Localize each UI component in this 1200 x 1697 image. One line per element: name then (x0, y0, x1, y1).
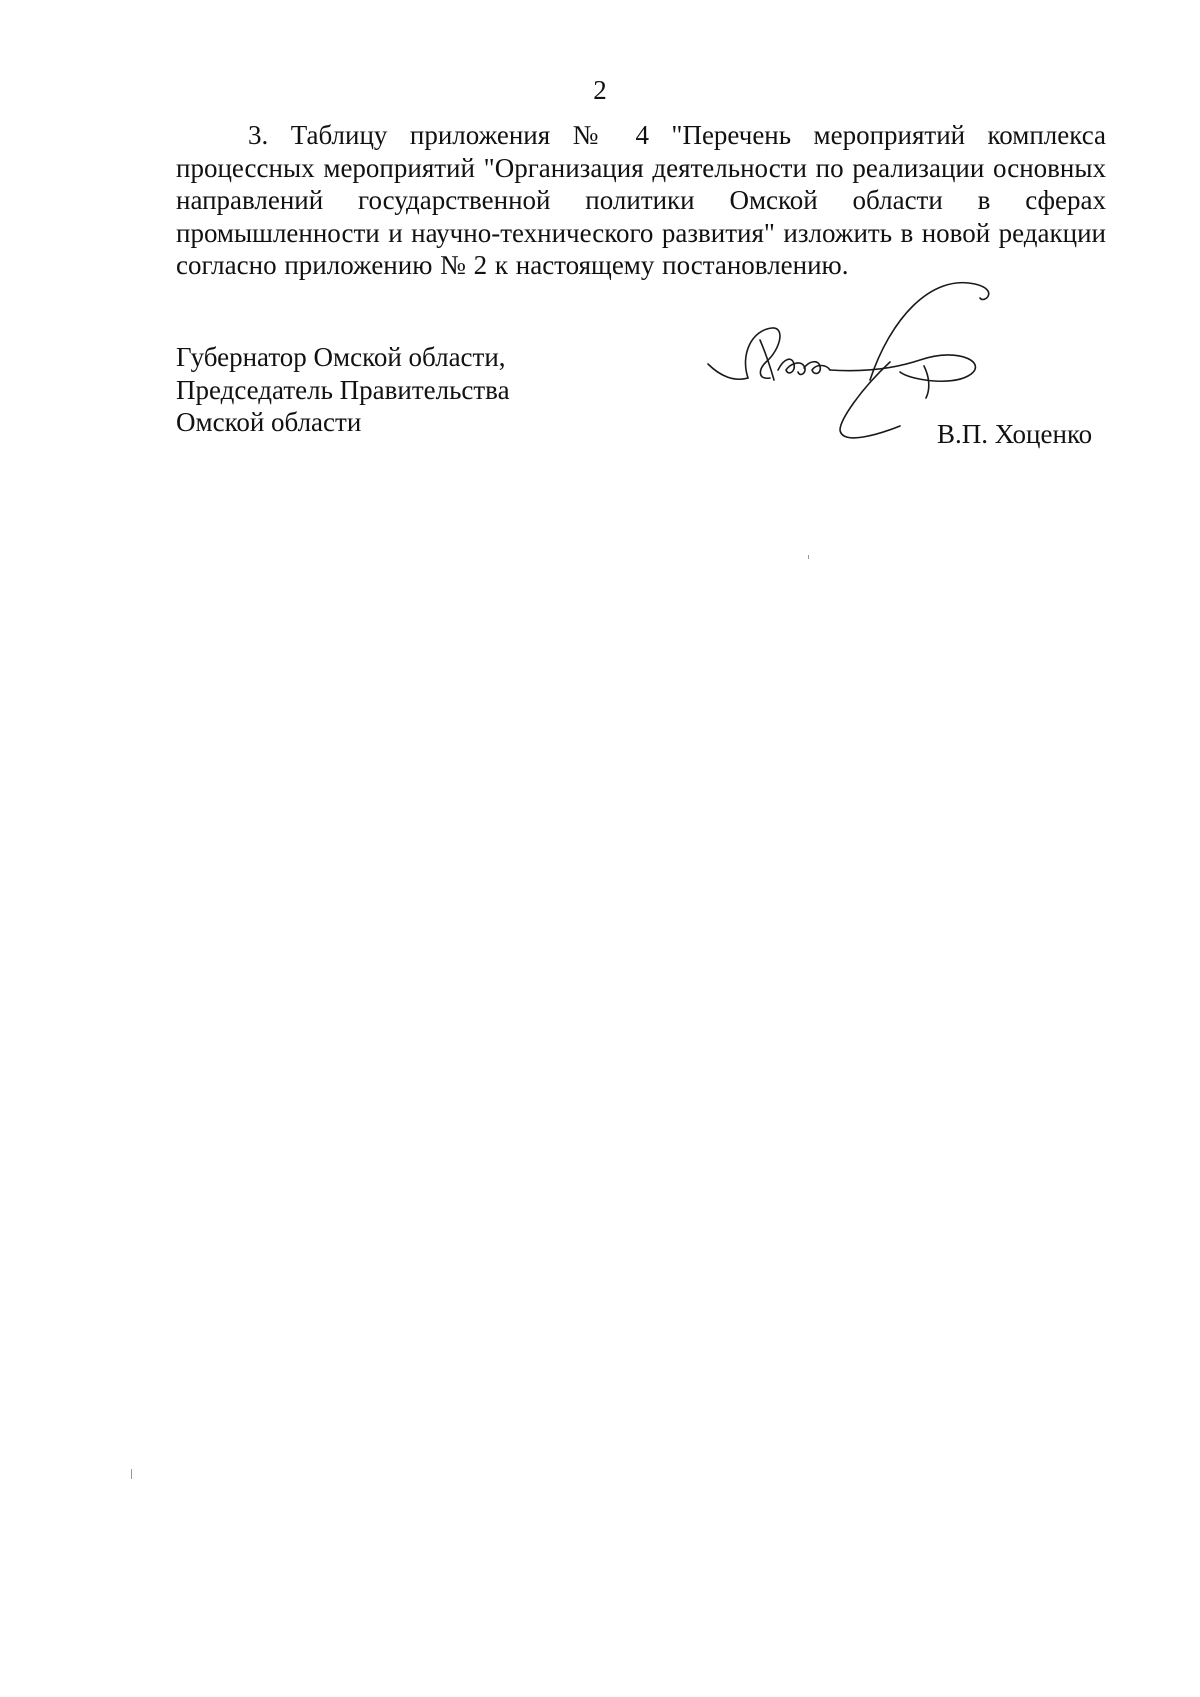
body-paragraph: 3. Таблицу приложения № 4 "Перечень мероприятий комплекса процессных мероприятий "Организация деятельности по реализации основных направлений государственной политики Омской области в сферах промышленности и научно-технического развития" изложить в новой редакции согласно приложению № 2 к настоящему постановлению. (176, 120, 1106, 280)
page-number: 2 (593, 75, 607, 105)
handwritten-signature (700, 280, 1080, 480)
signatory-title-line: Председатель Правительства (176, 374, 510, 405)
signatory-name: В.П. Хоценко (937, 419, 1093, 449)
signatory-title-line: Омской области (176, 407, 362, 437)
scan-speck (131, 1469, 132, 1479)
signatory-title-line: Губернатор Омской области, (176, 342, 506, 372)
signatory-title (176, 341, 510, 439)
scan-speck (808, 555, 809, 559)
